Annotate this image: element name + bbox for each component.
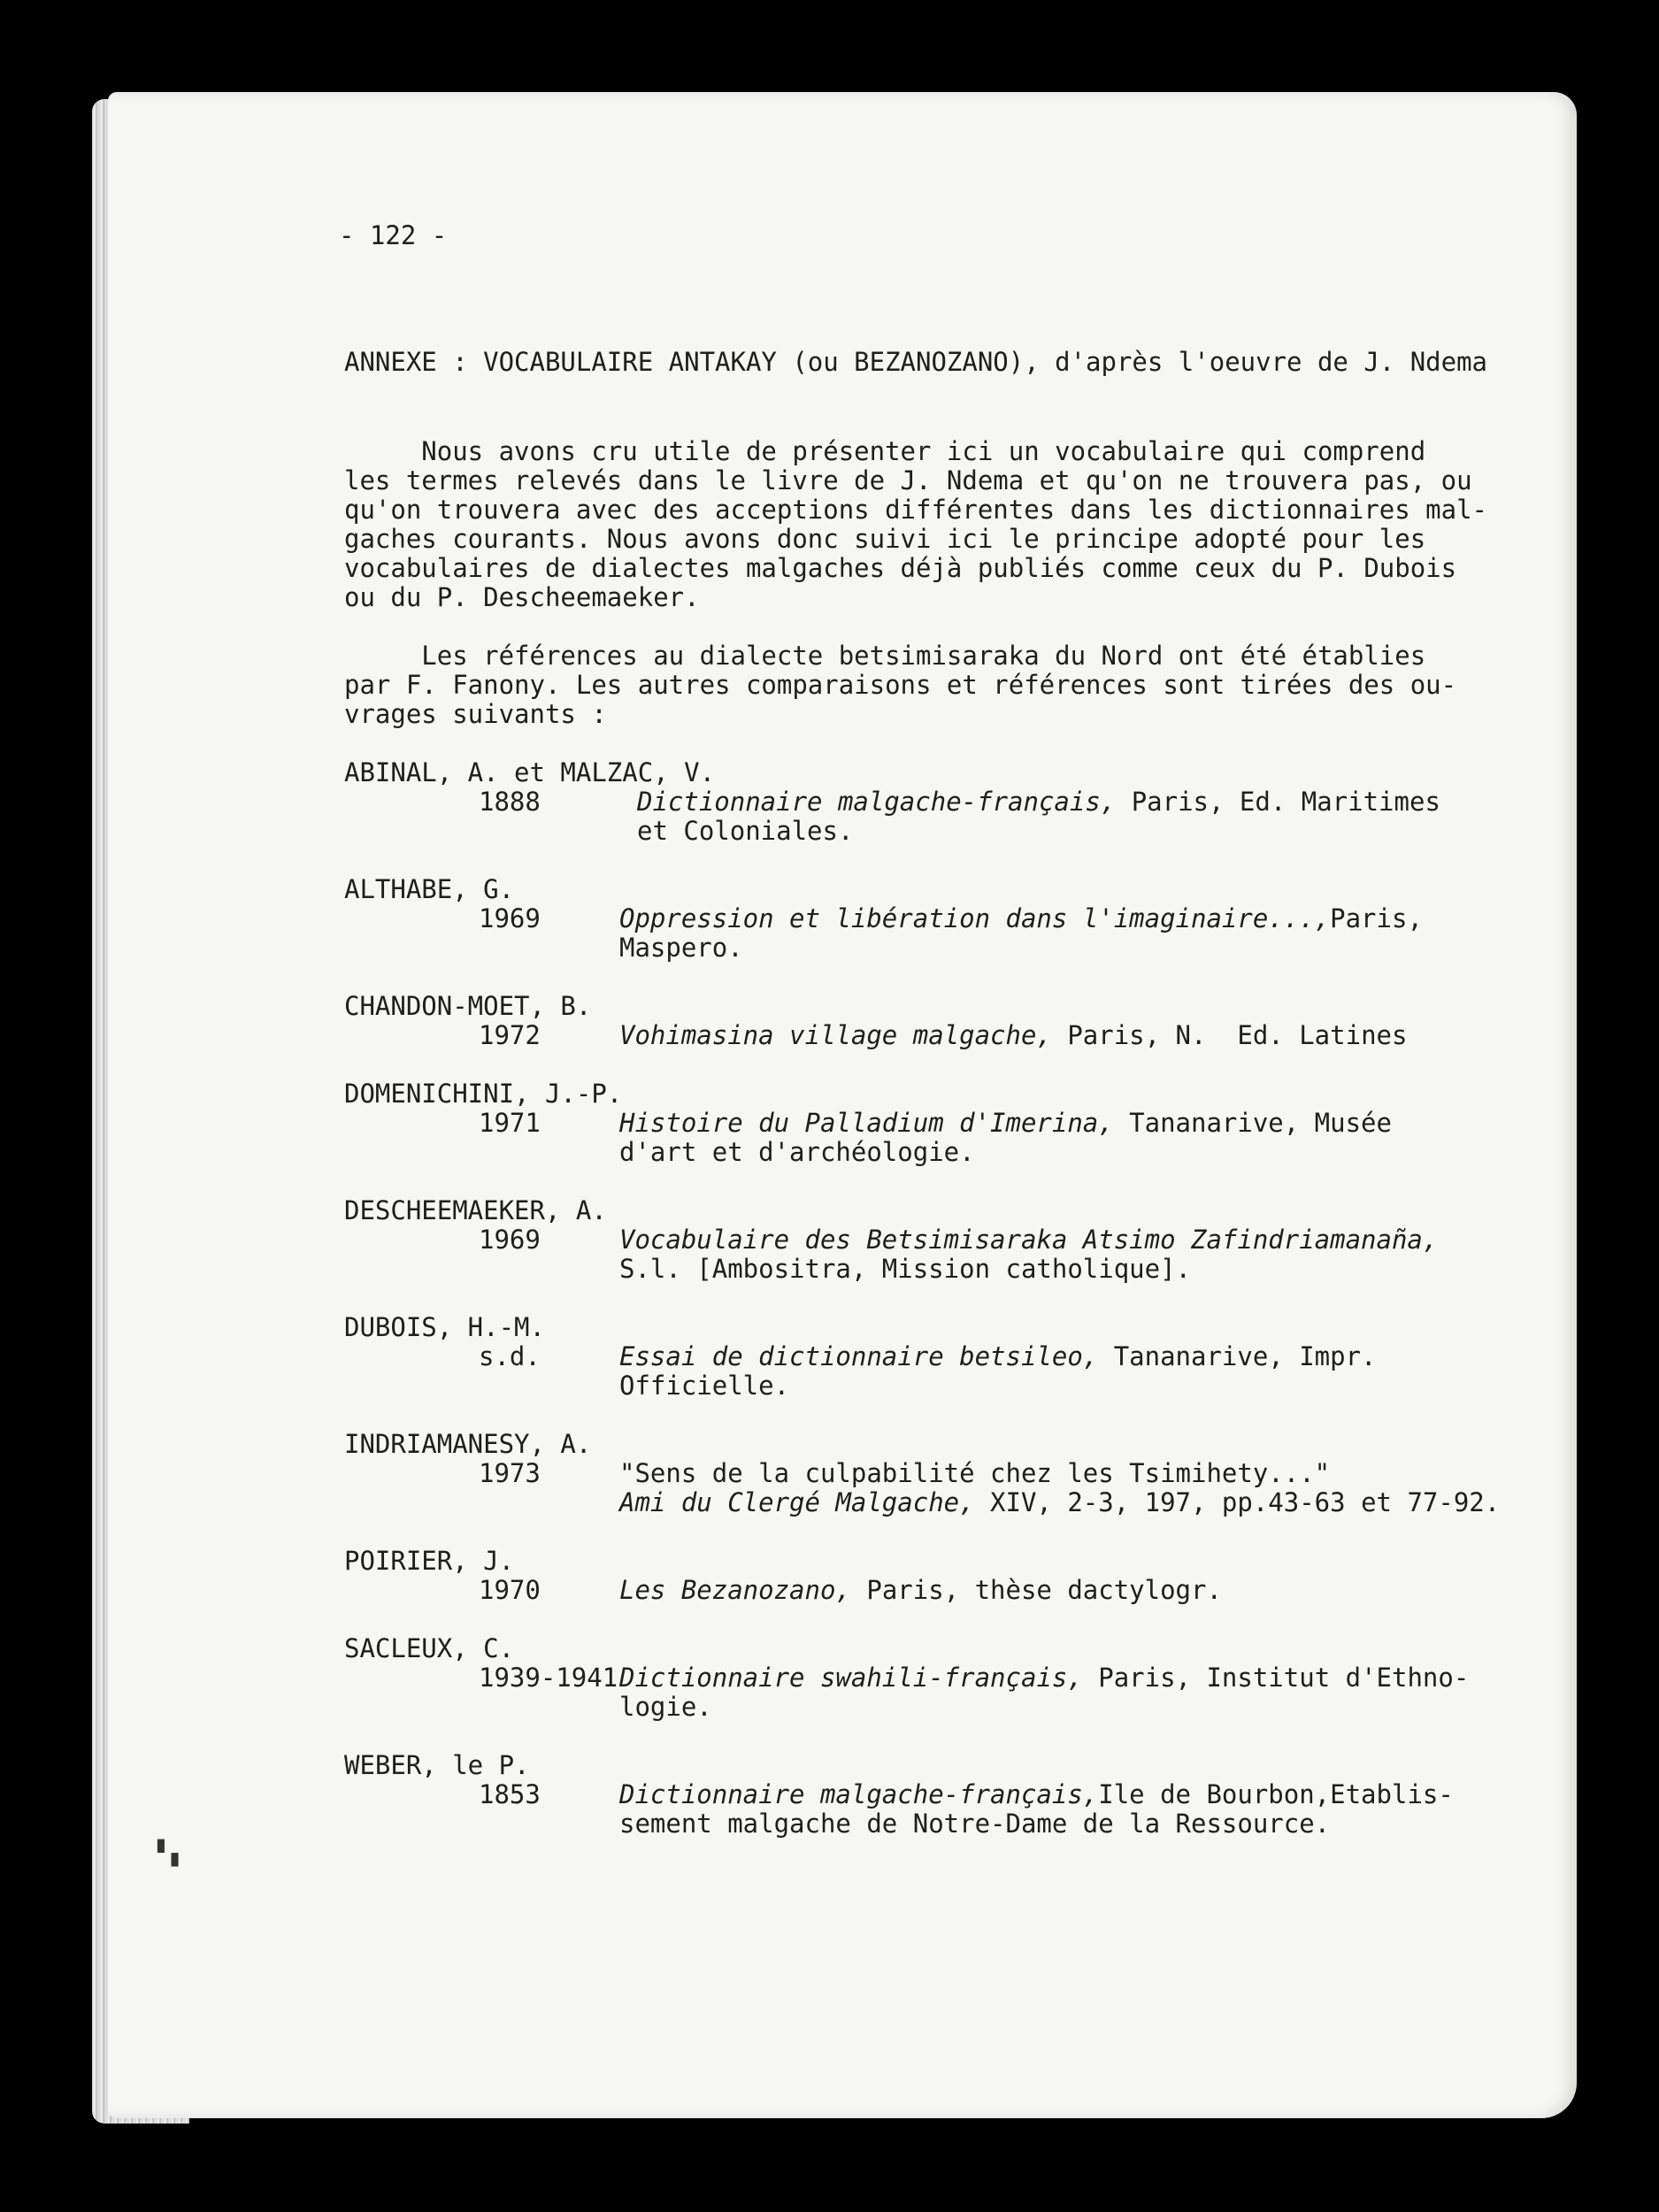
page-number: - 122 -	[339, 220, 448, 250]
reference-details: Ile de Bourbon,Etablis-	[1098, 1779, 1454, 1809]
paragraph-line: ou du P. Descheemaeker.	[344, 582, 700, 612]
reference-entry	[619, 1780, 1454, 1809]
paragraph-line: par F. Fanony. Les autres comparaisons et références sont tirées des ou-	[344, 670, 1457, 700]
reference-entry	[619, 1021, 1407, 1050]
reference-continuation	[619, 1488, 1500, 1517]
reference-author: DOMENICHINI, J.-P.	[344, 1079, 623, 1109]
reference-continuation: Maspero.	[619, 933, 743, 963]
reference-author: ALTHABE, G.	[344, 874, 515, 904]
reference-title: Ami du Clergé Malgache,	[619, 1487, 975, 1517]
reference-year: 1973	[479, 1458, 541, 1488]
paragraph-line: Nous avons cru utile de présenter ici un vocabulaire qui comprend	[344, 436, 1426, 466]
reference-year: 1972	[479, 1020, 541, 1050]
reference-entry	[619, 1225, 1438, 1255]
reference-continuation: sement malgache de Notre-Dame de la Ressource.	[619, 1809, 1331, 1839]
annex-heading: ANNEXE : VOCABULAIRE ANTAKAY (ou BEZANOZANO), d'après l'oeuvre de J. Ndema	[344, 347, 1488, 377]
reference-entry	[637, 787, 1440, 817]
reference-details: "Sens de la culpabilité chez les Tsimihety..."	[619, 1458, 1331, 1488]
reference-year: 1970	[479, 1575, 541, 1605]
reference-title: Essai de dictionnaire betsileo,	[619, 1341, 1099, 1371]
reference-author: DUBOIS, H.-M.	[344, 1312, 545, 1342]
reference-title: Les Bezanozano,	[619, 1575, 851, 1605]
reference-author: CHANDON-MOET, B.	[344, 991, 592, 1021]
reference-continuation: d'art et d'archéologie.	[619, 1137, 975, 1167]
reference-title: Histoire du Palladium d'Imerina,	[619, 1108, 1114, 1138]
reference-title: Vocabulaire des Betsimisaraka Atsimo Zafindriamanaña,	[619, 1225, 1439, 1255]
reference-year: 1939-1941	[479, 1663, 618, 1693]
reference-author: POIRIER, J.	[344, 1546, 515, 1576]
reference-title: Oppression et libération dans l'imaginaire...,	[619, 903, 1331, 933]
reference-author: WEBER, le P.	[344, 1750, 530, 1780]
reference-details: Paris, N. Ed. Latines	[1051, 1020, 1408, 1050]
reference-author: DESCHEEMAEKER, A.	[344, 1195, 607, 1225]
reference-details: Tananarive, Impr.	[1098, 1341, 1377, 1371]
paragraph-line: vrages suivants :	[344, 699, 607, 729]
reference-entry	[619, 1576, 1222, 1605]
reference-year: 1971	[479, 1108, 541, 1138]
reference-author: INDRIAMANESY, A.	[344, 1429, 592, 1459]
reference-continuation: Officielle.	[619, 1371, 790, 1401]
reference-details: Paris, Ed. Maritimes	[1116, 787, 1440, 817]
reference-title: Dictionnaire malgache-français,	[619, 1779, 1099, 1809]
reference-details: Tananarive, Musée	[1113, 1108, 1392, 1138]
reference-entry	[619, 1459, 1330, 1488]
reference-title: Dictionnaire malgache-français,	[637, 787, 1117, 817]
reference-entry	[619, 1109, 1392, 1138]
reference-details: Paris, Institut d'Ethno-	[1082, 1663, 1470, 1693]
reference-details: Paris, thèse dactylogr.	[850, 1575, 1222, 1605]
reference-author: SACLEUX, C.	[344, 1633, 515, 1663]
reference-year: 1969	[479, 1225, 541, 1255]
reference-entry	[619, 904, 1423, 933]
reference-year: 1888	[479, 787, 541, 817]
reference-details: Paris,	[1330, 903, 1423, 933]
reference-continuation: logie.	[619, 1692, 712, 1722]
reference-entry	[619, 1663, 1469, 1693]
reference-title: Dictionnaire swahili-français,	[619, 1663, 1083, 1693]
ink-smudge: ▘▖	[157, 1840, 186, 1867]
paragraph-line: vocabulaires de dialectes malgaches déjà publiés comme ceux du P. Dubois	[344, 553, 1457, 583]
reference-continuation: S.l. [Ambositra, Mission catholique].	[619, 1254, 1192, 1284]
reference-continuation: et Coloniales.	[637, 816, 854, 846]
reference-year: s.d.	[479, 1341, 541, 1371]
reference-details: XIV, 2-3, 197, pp.43-63 et 77-92.	[974, 1487, 1501, 1517]
reference-entry	[619, 1342, 1377, 1371]
reference-year: 1969	[479, 903, 541, 933]
paragraph-line: les termes relevés dans le livre de J. Ndema et qu'on ne trouvera pas, ou	[344, 465, 1472, 495]
paragraph-line: Les références au dialecte betsimisaraka du Nord ont été établies	[344, 641, 1426, 671]
paragraph-line: gaches courants. Nous avons donc suivi ici le principe adopté pour les	[344, 524, 1426, 554]
reference-title: Vohimasina village malgache,	[619, 1020, 1052, 1050]
reference-year: 1853	[479, 1779, 541, 1809]
paragraph-line: qu'on trouvera avec des acceptions différentes dans les dictionnaires mal-	[344, 495, 1488, 525]
reference-author: ABINAL, A. et MALZAC, V.	[344, 757, 716, 787]
